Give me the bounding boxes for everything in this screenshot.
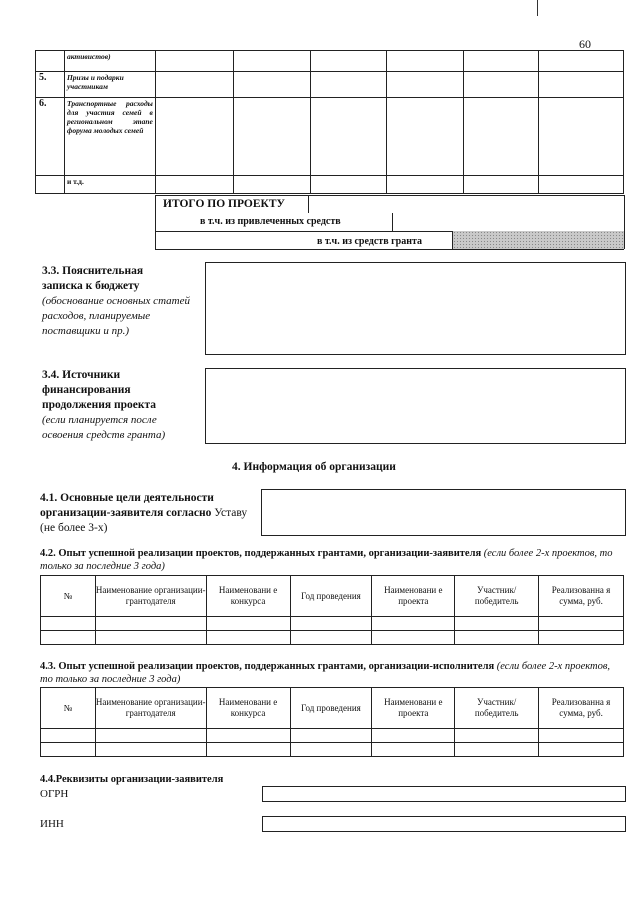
attracted-label: в т.ч. из привлеченных средств	[200, 216, 341, 227]
section-3-4-field[interactable]	[205, 368, 626, 444]
col-header: Наименовани е конкурса	[206, 688, 290, 729]
scan-mark	[537, 0, 538, 16]
budget-cell[interactable]	[387, 72, 464, 98]
budget-row	[36, 72, 624, 98]
table-cell[interactable]	[41, 631, 96, 645]
grant-row-shaded	[452, 231, 625, 249]
budget-cell[interactable]	[155, 51, 233, 72]
table-cell[interactable]	[539, 617, 624, 631]
section-4-2-hint: (если более 2-х проектов, то только за последние 3 года)	[40, 548, 613, 572]
budget-cell[interactable]	[233, 98, 310, 176]
budget-row	[36, 51, 624, 72]
table-cell[interactable]	[41, 729, 96, 743]
section-3-3-hint: (обоснование основных статей расходов, планируемые поставщики и пр.)	[42, 295, 190, 337]
table-cell[interactable]	[206, 743, 290, 757]
table-cell[interactable]	[372, 729, 455, 743]
section-3-3-title	[42, 264, 190, 339]
table-cell[interactable]	[539, 743, 624, 757]
budget-cell[interactable]	[539, 98, 624, 176]
col-header: Наименование организации-грантодателя	[95, 688, 206, 729]
budget-cell[interactable]	[387, 176, 464, 194]
page-number: 60	[579, 37, 591, 51]
col-header: Участник/ победитель	[455, 688, 539, 729]
table-cell[interactable]	[41, 743, 96, 757]
table-row	[41, 729, 624, 743]
table-cell[interactable]	[206, 729, 290, 743]
budget-cell[interactable]	[387, 98, 464, 176]
row-number: 5.	[36, 72, 65, 98]
col-header: №	[41, 688, 96, 729]
table-cell[interactable]	[95, 743, 206, 757]
table-cell[interactable]	[41, 617, 96, 631]
budget-row	[36, 98, 624, 176]
table-cell[interactable]	[95, 631, 206, 645]
section-4-1-label	[40, 491, 255, 536]
col-header: Год проведения	[290, 688, 372, 729]
table-cell[interactable]	[206, 631, 290, 645]
ogrn-field[interactable]	[262, 786, 626, 802]
table-cell[interactable]	[372, 743, 455, 757]
inn-label: ИНН	[40, 818, 64, 830]
row-number	[36, 176, 65, 194]
col-header: №	[41, 576, 96, 617]
total-label: ИТОГО ПО ПРОЕКТУ	[163, 198, 285, 210]
col-header: Участник/ победитель	[455, 576, 539, 617]
section-4-1-field[interactable]	[261, 489, 626, 536]
section-4-title: 4. Информация об организации	[232, 461, 396, 473]
col-header: Год проведения	[290, 576, 372, 617]
section-4-3-title: 4.3. Опыт успешной реализации проектов, поддержанных грантами, организации-исполнителя	[40, 661, 495, 672]
table-cell[interactable]	[290, 617, 372, 631]
col-header: Наименование организации-грантодателя	[95, 576, 206, 617]
section-3-4-title	[42, 368, 192, 443]
section-4-1-suffix: Уставу (не более 3-х)	[40, 507, 248, 534]
inn-field[interactable]	[262, 816, 626, 832]
col-header: Наименовани е конкурса	[206, 576, 290, 617]
budget-cell[interactable]	[310, 72, 387, 98]
row-description: Призы и подарки участникам	[64, 72, 155, 98]
total-divider	[308, 195, 309, 213]
row-description: активистов)	[64, 51, 155, 72]
table-cell[interactable]	[455, 617, 539, 631]
grant-table-applicant	[40, 575, 624, 645]
budget-cell[interactable]	[310, 176, 387, 194]
budget-cell[interactable]	[464, 98, 539, 176]
budget-cell[interactable]	[155, 176, 233, 194]
row-description: и т.д.	[64, 176, 155, 194]
table-cell[interactable]	[455, 631, 539, 645]
section-4-3-heading	[40, 660, 625, 686]
budget-cell[interactable]	[310, 98, 387, 176]
table-cell[interactable]	[95, 729, 206, 743]
col-header: Реализованна я сумма, руб.	[539, 576, 624, 617]
section-4-1-title: 4.1. Основные цели деятельности организации-заявителя согласно	[40, 492, 214, 519]
table-header-row	[41, 576, 624, 617]
col-header: Наименовани е проекта	[372, 576, 455, 617]
table-cell[interactable]	[95, 617, 206, 631]
budget-cell[interactable]	[155, 72, 233, 98]
grant-label: в т.ч. из средств гранта	[317, 236, 422, 247]
budget-cell[interactable]	[464, 51, 539, 72]
budget-cell[interactable]	[464, 176, 539, 194]
section-4-3-hint: (если более 2-х проектов, то только за последние 3 года)	[40, 661, 611, 685]
table-cell[interactable]	[539, 729, 624, 743]
budget-cell[interactable]	[233, 176, 310, 194]
table-cell[interactable]	[372, 617, 455, 631]
section-4-2-title: 4.2. Опыт успешной реализации проектов, поддержанных грантами, организации-заявителя	[40, 548, 482, 559]
budget-cell[interactable]	[539, 176, 624, 194]
row-number: 6.	[36, 98, 65, 176]
budget-cell[interactable]	[539, 72, 624, 98]
table-cell[interactable]	[290, 729, 372, 743]
budget-cell[interactable]	[310, 51, 387, 72]
budget-cell[interactable]	[233, 51, 310, 72]
section-3-3-field[interactable]	[205, 262, 626, 355]
grant-row-bottom	[155, 249, 624, 250]
section-3-4-title-text: 3.4. Источники финансирования продолжения проекта	[42, 369, 156, 411]
budget-cell[interactable]	[387, 51, 464, 72]
table-row	[41, 631, 624, 645]
table-cell[interactable]	[372, 631, 455, 645]
table-cell[interactable]	[206, 617, 290, 631]
budget-cell[interactable]	[233, 72, 310, 98]
table-row	[41, 743, 624, 757]
table-cell[interactable]	[539, 631, 624, 645]
budget-cell[interactable]	[155, 98, 233, 176]
section-4-2-heading	[40, 547, 625, 573]
table-cell[interactable]	[290, 631, 372, 645]
section-4-4-title: 4.4.Реквизиты организации-заявителя	[40, 774, 224, 785]
col-header: Реализованна я сумма, руб.	[539, 688, 624, 729]
budget-cell[interactable]	[464, 72, 539, 98]
ogrn-label: ОГРН	[40, 788, 69, 800]
budget-table	[35, 50, 624, 194]
col-header: Наименовани е проекта	[372, 688, 455, 729]
attracted-divider	[392, 213, 393, 231]
table-cell[interactable]	[455, 743, 539, 757]
grant-row-line	[155, 231, 156, 249]
table-row	[41, 617, 624, 631]
row-number	[36, 51, 65, 72]
grant-table-executor	[40, 687, 624, 757]
section-3-3-title-text: 3.3. Пояснительная записка к бюджету	[42, 265, 144, 292]
table-header-row	[41, 688, 624, 729]
section-3-4-hint: (если планируется после освоения средств гранта)	[42, 414, 166, 441]
budget-row	[36, 176, 624, 194]
table-cell[interactable]	[290, 743, 372, 757]
budget-cell[interactable]	[539, 51, 624, 72]
table-cell[interactable]	[455, 729, 539, 743]
row-description: Транспортные расходы для участия семей в региональном этапе форума молодых семей	[64, 98, 155, 176]
